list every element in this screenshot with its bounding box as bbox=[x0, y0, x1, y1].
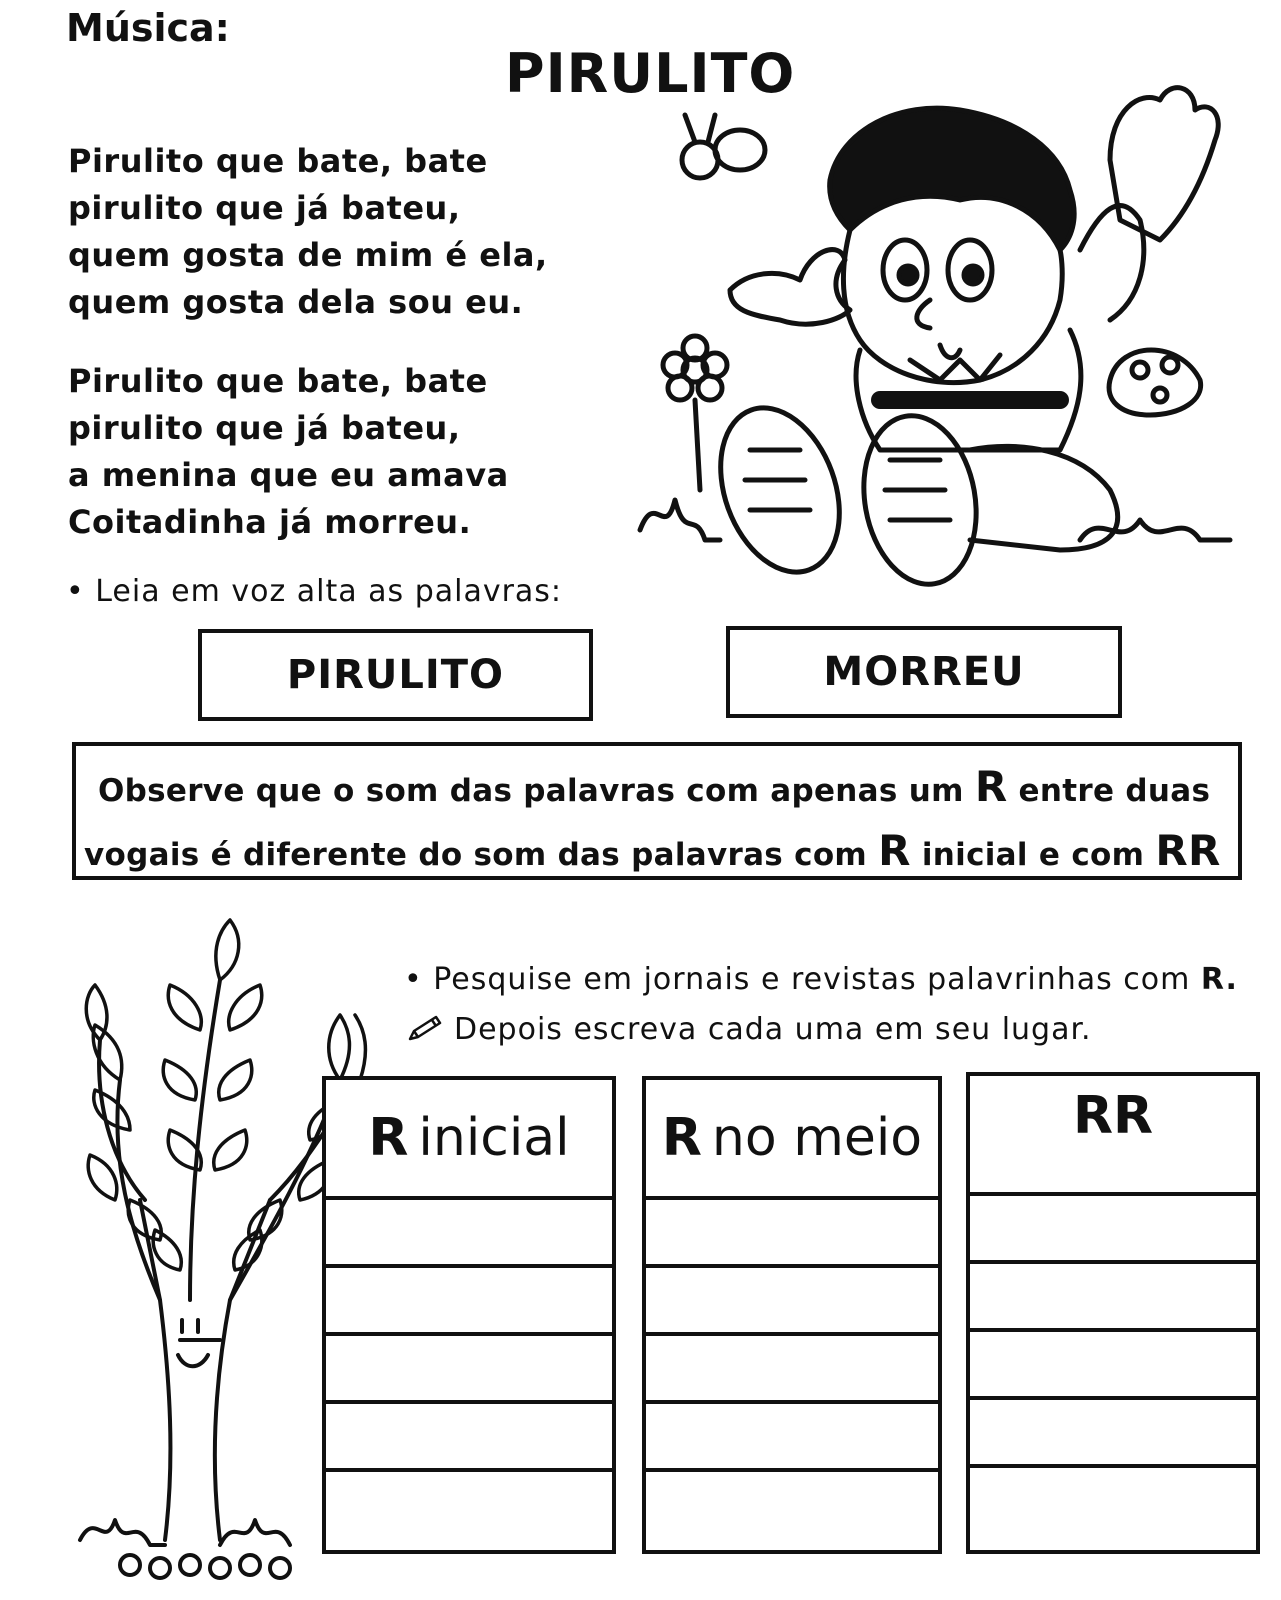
research-letter: R. bbox=[1200, 962, 1238, 997]
song-title: PIRULITO bbox=[505, 42, 796, 105]
column-label: inicial bbox=[418, 1108, 570, 1168]
research-instruction bbox=[404, 962, 1238, 997]
write-line[interactable] bbox=[646, 1200, 938, 1268]
verse-line: pirulito que já bateu, bbox=[68, 409, 461, 447]
write-line[interactable] bbox=[326, 1336, 612, 1404]
pencil-icon bbox=[406, 1013, 446, 1043]
verse-line: quem gosta de mim é ela, bbox=[68, 236, 548, 274]
letter-r: R bbox=[974, 762, 1008, 811]
write-line[interactable] bbox=[970, 1332, 1256, 1400]
column-letter: R bbox=[368, 1108, 409, 1168]
write-line[interactable] bbox=[646, 1404, 938, 1472]
verse-line: pirulito que já bateu, bbox=[68, 189, 461, 227]
verse-line: Coitadinha já morreu. bbox=[68, 503, 472, 541]
column-header bbox=[326, 1080, 612, 1200]
verse-line: a menina que eu amava bbox=[68, 456, 509, 494]
music-label: Música: bbox=[66, 6, 230, 50]
write-line[interactable] bbox=[970, 1196, 1256, 1264]
read-instruction: • Leia em voz alta as palavras: bbox=[66, 574, 563, 609]
observe-line-1 bbox=[98, 762, 1210, 811]
letter-rr: RR bbox=[1155, 826, 1221, 875]
word-box-pirulito: PIRULITO bbox=[198, 629, 593, 721]
observe-text: entre duas bbox=[1007, 773, 1211, 809]
verse-line: Pirulito que bate, bate bbox=[68, 142, 488, 180]
write-line[interactable] bbox=[970, 1264, 1256, 1332]
column-letter: R bbox=[661, 1108, 702, 1168]
write-text: Depois escreva cada uma em seu lugar. bbox=[454, 1012, 1092, 1047]
write-line[interactable] bbox=[970, 1468, 1256, 1536]
column-r-no-meio bbox=[642, 1076, 942, 1554]
research-text: • Pesquise em jornais e revistas palavrinhas com bbox=[404, 962, 1201, 997]
observe-text: inicial e com bbox=[910, 837, 1156, 873]
write-line[interactable] bbox=[646, 1336, 938, 1404]
observe-line-2 bbox=[84, 826, 1221, 875]
write-line[interactable] bbox=[326, 1268, 612, 1336]
write-line[interactable] bbox=[646, 1472, 938, 1540]
column-rr bbox=[966, 1072, 1260, 1554]
write-line[interactable] bbox=[970, 1400, 1256, 1468]
verse-2 bbox=[68, 358, 509, 546]
observe-text: vogais é diferente do som das palavras com bbox=[84, 837, 879, 873]
observe-text: Observe que o som das palavras com apenas um bbox=[98, 773, 975, 809]
column-header bbox=[970, 1076, 1256, 1196]
boy-illustration-icon bbox=[640, 70, 1240, 590]
letter-r: R bbox=[878, 826, 911, 875]
verse-line: quem gosta dela sou eu. bbox=[68, 283, 524, 321]
write-instruction bbox=[406, 1012, 1092, 1047]
write-line[interactable] bbox=[326, 1472, 612, 1540]
word-box-morreu: MORREU bbox=[726, 626, 1122, 718]
write-line[interactable] bbox=[646, 1268, 938, 1336]
column-r-inicial bbox=[322, 1076, 616, 1554]
write-line[interactable] bbox=[326, 1404, 612, 1472]
verse-1 bbox=[68, 138, 548, 326]
column-header bbox=[646, 1080, 938, 1200]
verse-line: Pirulito que bate, bate bbox=[68, 362, 488, 400]
column-letter: RR bbox=[1072, 1086, 1154, 1146]
column-label: no meio bbox=[711, 1108, 923, 1168]
write-line[interactable] bbox=[326, 1200, 612, 1268]
